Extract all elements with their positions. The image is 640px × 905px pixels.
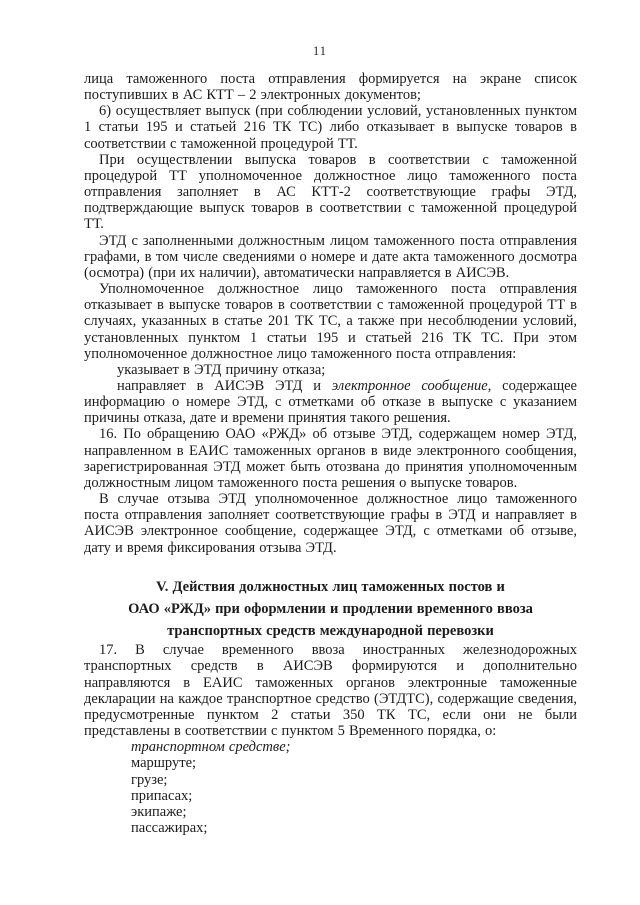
- section-heading-line3: транспортных средств международной перевозки: [167, 623, 494, 640]
- document-body: [84, 71, 577, 836]
- paragraph-16-recall: 16. По обращению ОАО «РЖД» об отзыве ЭТД, содержащем номер ЭТД, направленном в ЕАИС таможенных органов в виде электронного сообщения, зарегистрированная ЭТД может быть отозвана до принятия уполномоченным должностным лицом таможенного поста решения о выпуске товаров.: [84, 426, 577, 491]
- section-heading: [84, 576, 577, 643]
- page-number: 11: [312, 44, 328, 58]
- paragraph-release-procedure: При осуществлении выпуска товаров в соответствии с таможенной процедурой ТТ уполномоченное должностное лицо таможенного поста отправления заполняет в АС КТТ-2 соответствующие графы ЭТД, подтверждающие выпуск товаров в соответствии с таможенной процедурой ТТ.: [84, 151, 577, 233]
- paragraph-continuation: лица таможенного поста отправления формируется на экране список поступивших в АС КТТ – 2 электронных документов;: [84, 71, 577, 104]
- paragraph-etd-filled: ЭТД с заполненными должностным лицом таможенного поста отправления графами, в том числе сведениями о номере и дате акта таможенного досмотра (осмотра) (при их наличии), автоматически направляется в АИСЭВ.: [84, 232, 577, 281]
- list-item-route: маршруте;: [131, 755, 197, 772]
- list-item-transport: транспортном средстве;: [131, 739, 291, 756]
- paragraph-sends-message: [84, 378, 577, 426]
- list-item-cargo: грузе;: [131, 771, 168, 788]
- paragraph-text-italic: электронное сообщение: [331, 377, 488, 394]
- list-item-passengers: пассажирах;: [131, 820, 208, 837]
- paragraph-item-6: 6) осуществляет выпуск (при соблюдении условий, установленных пунктом 1 статьи 195 и статьей 216 ТК ТС) либо отказывает в выпуске товаров в соответствии с таможенной процедурой ТТ.: [84, 103, 577, 152]
- section-heading-line2: ОАО «РЖД» при оформлении и продлении временного ввоза: [128, 600, 533, 617]
- paragraph-17-temporary-import: 17. В случае временного ввоза иностранных железнодорожных транспортных средств в АИСЭВ формируются и дополнительно направляются в ЕАИС таможенных органов электронные таможенные декларации на каждое транспортное средство (ЭТДТС), содержащие сведения, предусмотренные пунктом 2 статьи 350 ТК ТС, если они не были представлены в соответствии с пунктом 5 Временного порядка, о:: [84, 642, 577, 740]
- paragraph-refusal: Уполномоченное должностное лицо таможенного поста отправления отказывает в выпуске товаров в соответствии с таможенной процедурой ТТ в случаях, указанных в статье 201 ТК ТС, а также при несоблюдении условий, установленных пунктом 1 статьи 195 и статьей 216 ТК ТС. При этом уполномоченное должностное лицо таможенного поста отправления:: [84, 281, 577, 362]
- paragraph-refusal-reason: указывает в ЭТД причину отказа;: [117, 361, 326, 378]
- list-item-supplies: припасах;: [131, 787, 193, 804]
- paragraph-recall-action: В случае отзыва ЭТД уполномоченное должностное лицо таможенного поста отправления заполняет соответствующие графы в ЭТД и направляет в АИСЭВ электронное сообщение, содержащее ЭТД, с отметками об отзыве, дату и время фиксирования отзыва ЭТД.: [84, 491, 577, 556]
- paragraph-text: направляет в АИСЭВ ЭТД и: [117, 377, 332, 394]
- paragraph-text: , содержащее информацию о номере ЭТД, с отметками об отказе в выпуске с указанием причины отказа, дате и времени принятия такого решения.: [84, 377, 577, 427]
- section-heading-line1: V. Действия должностных лиц таможенных постов и: [156, 578, 505, 595]
- list-item-crew: экипаже;: [131, 803, 187, 820]
